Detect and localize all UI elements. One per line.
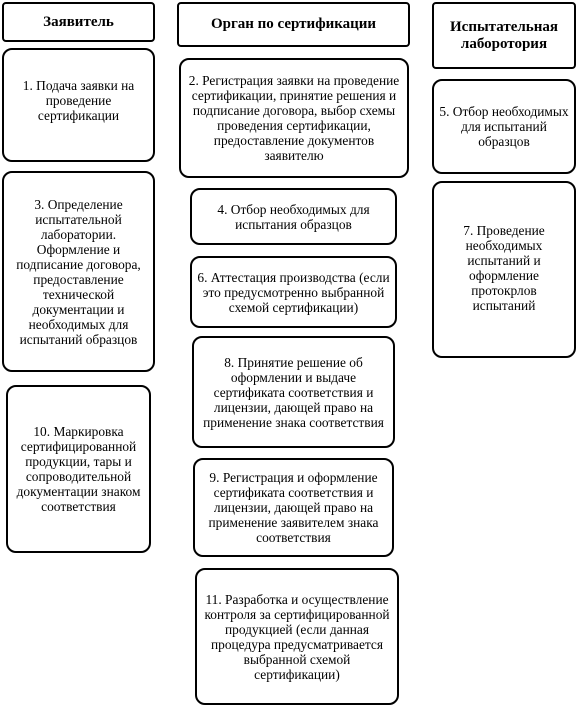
column-header-certification-body: [177, 2, 410, 47]
column-header-applicant: [2, 2, 155, 42]
step-7-box: [432, 181, 576, 358]
header-label: Испытательная лаборотория: [450, 18, 558, 52]
step-10-text: 10. Маркировка сертифицированной продукции, тары и сопроводительной документации знаком соответствия: [16, 424, 141, 514]
header-label: Заявитель: [43, 13, 114, 30]
step-4-text: 4. Отбор необходимых для испытания образцов: [217, 201, 370, 232]
step-11-text: 11. Разработка и осуществление контроля за сертифицированной продукцией (если данная процедура предусматривается выбранной схемой сертификации): [204, 591, 390, 682]
step-9-text: 9. Регистрация и оформление сертификата соответствия и лицензии, дающей право на применение заявителем знака соответствия: [208, 470, 379, 545]
step-2-box: [179, 58, 409, 178]
step-6-box: [190, 256, 397, 328]
step-5-box: [432, 79, 576, 174]
header-label: Орган по сертификации: [210, 16, 377, 32]
step-7-text: 7. Проведение необходимых испытаний и оформление протокрлов испытаний: [463, 223, 545, 313]
step-9-box: [193, 458, 394, 557]
step-6-text: 6. Аттестация производства (если это предусмотренно выбранной схемой сертификации): [197, 269, 390, 315]
step-1-text: 1. Подача заявки на проведение сертификации: [22, 78, 135, 123]
step-4-box: [190, 188, 397, 245]
step-10-box: [6, 385, 151, 553]
step-2-text: 2. Регистрация заявки на проведение сертификации, принятие решения и подписание договора, выбор схемы проведения сертификации, предоставление документов заявителю: [188, 73, 400, 163]
step-8-box: [192, 336, 395, 448]
step-1-box: [2, 48, 155, 162]
step-11-box: [195, 568, 399, 705]
step-3-box: [2, 171, 155, 372]
step-8-text: 8. Принятие решение об оформлении и выдаче сертификата соответствия и лицензии, дающей право на применение знака соответствия: [203, 354, 384, 430]
step-5-text: 5. Отбор необходимых для испытаний образцов: [439, 104, 569, 149]
column-header-test-lab: [432, 2, 576, 69]
step-3-text: 3. Определение испытательной лаборатории. Оформление и подписание договора, предоставление технической документации и необходимых для испытаний образцов: [16, 196, 141, 347]
